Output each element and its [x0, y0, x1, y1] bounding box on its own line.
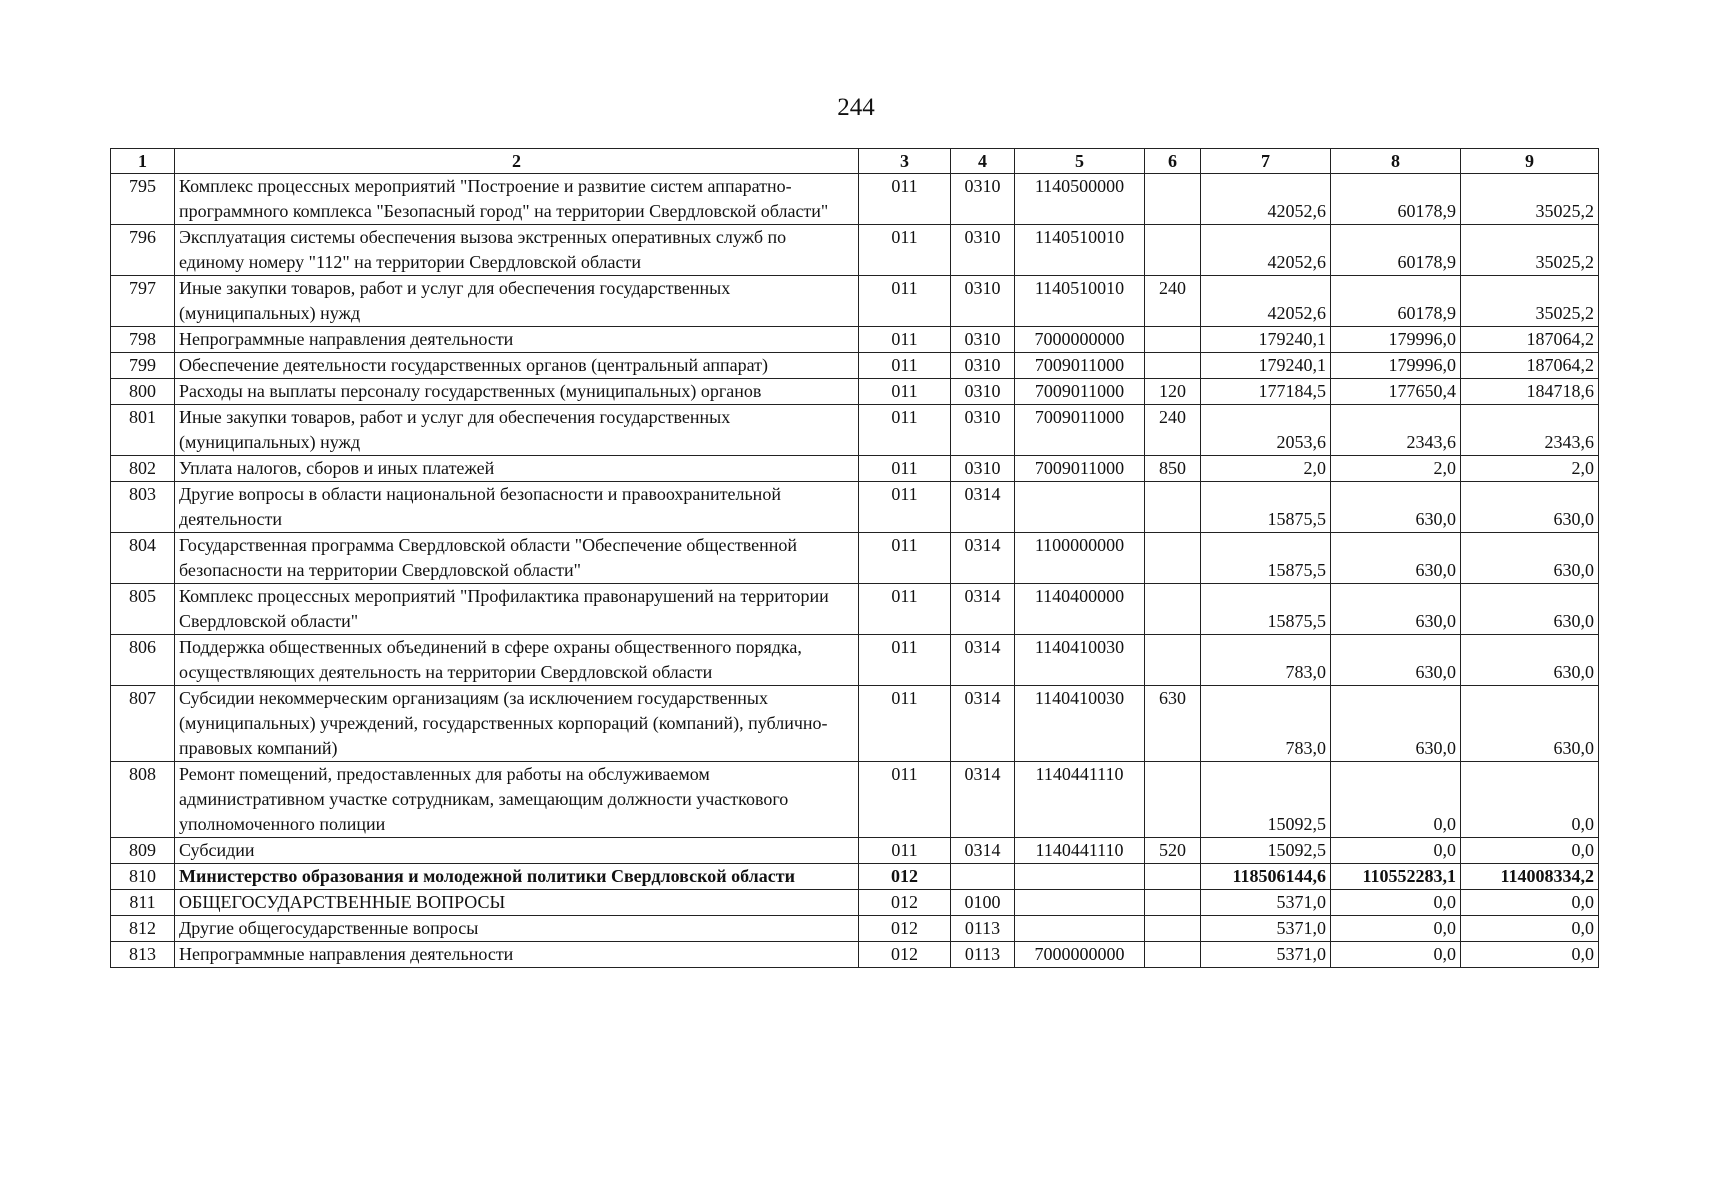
column-header: 9	[1461, 149, 1599, 174]
row-name-cell: Другие общегосударственные вопросы	[175, 916, 859, 942]
amount-8-cell: 0,0	[1331, 838, 1461, 864]
code-5-cell	[1015, 864, 1145, 890]
code-3-cell: 012	[859, 916, 951, 942]
row-name-cell: Обеспечение деятельности государственных органов (центральный аппарат)	[175, 353, 859, 379]
amount-8-cell: 110552283,1	[1331, 864, 1461, 890]
amount-9-cell: 630,0	[1461, 686, 1599, 762]
table-row	[111, 686, 1599, 762]
table-row	[111, 276, 1599, 327]
column-header: 8	[1331, 149, 1461, 174]
code-5-cell: 7009011000	[1015, 456, 1145, 482]
code-4-cell: 0310	[951, 353, 1015, 379]
amount-7-cell: 42052,6	[1201, 225, 1331, 276]
code-6-cell: 240	[1145, 276, 1201, 327]
row-number-cell: 806	[111, 635, 175, 686]
table-row	[111, 174, 1599, 225]
row-name-cell: Комплекс процессных мероприятий "Профилактика правонарушений на территории Свердловской области"	[175, 584, 859, 635]
code-4-cell: 0113	[951, 942, 1015, 968]
amount-9-cell: 114008334,2	[1461, 864, 1599, 890]
amount-7-cell: 179240,1	[1201, 353, 1331, 379]
row-number-cell: 813	[111, 942, 175, 968]
code-3-cell: 011	[859, 762, 951, 838]
amount-9-cell: 0,0	[1461, 838, 1599, 864]
code-5-cell: 1140441110	[1015, 838, 1145, 864]
code-5-cell: 1140410030	[1015, 635, 1145, 686]
code-5-cell	[1015, 916, 1145, 942]
code-3-cell: 012	[859, 864, 951, 890]
code-4-cell: 0314	[951, 686, 1015, 762]
code-3-cell: 011	[859, 225, 951, 276]
code-5-cell: 7009011000	[1015, 379, 1145, 405]
code-5-cell: 1140441110	[1015, 762, 1145, 838]
row-name-cell: Министерство образования и молодежной политики Свердловской области	[175, 864, 859, 890]
column-header: 5	[1015, 149, 1145, 174]
code-3-cell: 011	[859, 838, 951, 864]
amount-7-cell: 118506144,6	[1201, 864, 1331, 890]
code-3-cell: 011	[859, 353, 951, 379]
amount-7-cell: 15875,5	[1201, 482, 1331, 533]
amount-7-cell: 2,0	[1201, 456, 1331, 482]
amount-7-cell: 5371,0	[1201, 942, 1331, 968]
table-row	[111, 916, 1599, 942]
amount-9-cell: 35025,2	[1461, 225, 1599, 276]
amount-9-cell: 630,0	[1461, 482, 1599, 533]
code-4-cell: 0314	[951, 533, 1015, 584]
code-5-cell: 7009011000	[1015, 405, 1145, 456]
amount-8-cell: 179996,0	[1331, 353, 1461, 379]
code-6-cell	[1145, 482, 1201, 533]
table-row	[111, 225, 1599, 276]
code-6-cell: 630	[1145, 686, 1201, 762]
table-row	[111, 482, 1599, 533]
table-row	[111, 890, 1599, 916]
amount-9-cell: 630,0	[1461, 533, 1599, 584]
code-6-cell	[1145, 584, 1201, 635]
row-name-cell: Субсидии	[175, 838, 859, 864]
amount-7-cell: 15875,5	[1201, 533, 1331, 584]
row-number-cell: 810	[111, 864, 175, 890]
amount-9-cell: 0,0	[1461, 762, 1599, 838]
code-4-cell: 0100	[951, 890, 1015, 916]
amount-8-cell: 0,0	[1331, 890, 1461, 916]
code-6-cell	[1145, 225, 1201, 276]
table-row	[111, 405, 1599, 456]
code-5-cell	[1015, 890, 1145, 916]
amount-7-cell: 15092,5	[1201, 838, 1331, 864]
row-name-cell: Непрограммные направления деятельности	[175, 327, 859, 353]
amount-9-cell: 187064,2	[1461, 327, 1599, 353]
code-4-cell: 0310	[951, 276, 1015, 327]
code-5-cell: 7000000000	[1015, 942, 1145, 968]
amount-9-cell: 630,0	[1461, 635, 1599, 686]
code-4-cell: 0314	[951, 482, 1015, 533]
amount-8-cell: 0,0	[1331, 942, 1461, 968]
code-4-cell: 0310	[951, 456, 1015, 482]
table-row	[111, 379, 1599, 405]
row-name-cell: Государственная программа Свердловской области "Обеспечение общественной безопасности на территории Свердловской области"	[175, 533, 859, 584]
code-4-cell: 0314	[951, 762, 1015, 838]
amount-7-cell: 42052,6	[1201, 174, 1331, 225]
row-name-cell: Непрограммные направления деятельности	[175, 942, 859, 968]
table-row	[111, 533, 1599, 584]
code-4-cell: 0310	[951, 379, 1015, 405]
code-4-cell: 0314	[951, 584, 1015, 635]
code-6-cell	[1145, 762, 1201, 838]
row-name-cell: Уплата налогов, сборов и иных платежей	[175, 456, 859, 482]
code-4-cell: 0310	[951, 327, 1015, 353]
page-number: 244	[837, 94, 875, 121]
amount-9-cell: 187064,2	[1461, 353, 1599, 379]
amount-9-cell: 0,0	[1461, 942, 1599, 968]
row-number-cell: 796	[111, 225, 175, 276]
row-number-cell: 811	[111, 890, 175, 916]
row-number-cell: 797	[111, 276, 175, 327]
code-6-cell	[1145, 327, 1201, 353]
table-row	[111, 838, 1599, 864]
code-6-cell	[1145, 353, 1201, 379]
amount-8-cell: 177650,4	[1331, 379, 1461, 405]
row-name-cell: Поддержка общественных объединений в сфере охраны общественного порядка, осуществляющих деятельность на территории Свердловской области	[175, 635, 859, 686]
code-6-cell: 520	[1145, 838, 1201, 864]
code-3-cell: 012	[859, 890, 951, 916]
code-3-cell: 011	[859, 327, 951, 353]
table-row	[111, 327, 1599, 353]
table-row	[111, 942, 1599, 968]
amount-9-cell: 0,0	[1461, 916, 1599, 942]
amount-7-cell: 42052,6	[1201, 276, 1331, 327]
row-number-cell: 809	[111, 838, 175, 864]
table-row	[111, 635, 1599, 686]
column-header: 6	[1145, 149, 1201, 174]
amount-8-cell: 60178,9	[1331, 174, 1461, 225]
row-name-cell: Субсидии некоммерческим организациям (за исключением государственных (муниципальных) учреждений, государственных корпораций (компаний), публично-правовых компаний)	[175, 686, 859, 762]
code-6-cell	[1145, 533, 1201, 584]
amount-8-cell: 0,0	[1331, 762, 1461, 838]
code-5-cell	[1015, 482, 1145, 533]
code-6-cell: 850	[1145, 456, 1201, 482]
code-6-cell: 240	[1145, 405, 1201, 456]
amount-8-cell: 630,0	[1331, 584, 1461, 635]
code-4-cell	[951, 864, 1015, 890]
row-name-cell: Расходы на выплаты персоналу государственных (муниципальных) органов	[175, 379, 859, 405]
row-number-cell: 795	[111, 174, 175, 225]
row-number-cell: 805	[111, 584, 175, 635]
code-4-cell: 0113	[951, 916, 1015, 942]
amount-9-cell: 2,0	[1461, 456, 1599, 482]
table-row	[111, 864, 1599, 890]
code-6-cell	[1145, 916, 1201, 942]
amount-7-cell: 5371,0	[1201, 890, 1331, 916]
code-6-cell	[1145, 890, 1201, 916]
code-3-cell: 011	[859, 379, 951, 405]
row-name-cell: Ремонт помещений, предоставленных для работы на обслуживаемом административном участке сотрудникам, замещающим должности участкового уполномоченного полиции	[175, 762, 859, 838]
amount-7-cell: 2053,6	[1201, 405, 1331, 456]
code-3-cell: 011	[859, 533, 951, 584]
column-header: 2	[175, 149, 859, 174]
code-5-cell: 1140510010	[1015, 225, 1145, 276]
code-5-cell: 1140500000	[1015, 174, 1145, 225]
column-header: 3	[859, 149, 951, 174]
code-3-cell: 011	[859, 405, 951, 456]
code-5-cell: 7000000000	[1015, 327, 1145, 353]
row-number-cell: 798	[111, 327, 175, 353]
row-number-cell: 802	[111, 456, 175, 482]
code-3-cell: 011	[859, 276, 951, 327]
amount-9-cell: 184718,6	[1461, 379, 1599, 405]
amount-7-cell: 15092,5	[1201, 762, 1331, 838]
row-name-cell: Комплекс процессных мероприятий "Построение и развитие систем аппаратно-программного комплекса "Безопасный город" на территории Свердловской области"	[175, 174, 859, 225]
amount-9-cell: 35025,2	[1461, 174, 1599, 225]
code-6-cell	[1145, 942, 1201, 968]
amount-8-cell: 60178,9	[1331, 276, 1461, 327]
amount-8-cell: 2343,6	[1331, 405, 1461, 456]
code-6-cell: 120	[1145, 379, 1201, 405]
table-body	[111, 174, 1599, 968]
row-number-cell: 804	[111, 533, 175, 584]
amount-8-cell: 0,0	[1331, 916, 1461, 942]
amount-9-cell: 35025,2	[1461, 276, 1599, 327]
amount-7-cell: 783,0	[1201, 635, 1331, 686]
row-number-cell: 808	[111, 762, 175, 838]
header-row	[111, 149, 1599, 174]
code-4-cell: 0310	[951, 225, 1015, 276]
row-number-cell: 807	[111, 686, 175, 762]
code-5-cell: 1140510010	[1015, 276, 1145, 327]
row-number-cell: 812	[111, 916, 175, 942]
code-3-cell: 011	[859, 456, 951, 482]
code-3-cell: 011	[859, 584, 951, 635]
code-3-cell: 012	[859, 942, 951, 968]
row-number-cell: 803	[111, 482, 175, 533]
code-4-cell: 0314	[951, 838, 1015, 864]
table-row	[111, 353, 1599, 379]
amount-8-cell: 179996,0	[1331, 327, 1461, 353]
amount-7-cell: 783,0	[1201, 686, 1331, 762]
row-name-cell: Другие вопросы в области национальной безопасности и правоохранительной деятельности	[175, 482, 859, 533]
code-4-cell: 0314	[951, 635, 1015, 686]
code-6-cell	[1145, 864, 1201, 890]
code-4-cell: 0310	[951, 174, 1015, 225]
row-number-cell: 801	[111, 405, 175, 456]
amount-8-cell: 630,0	[1331, 635, 1461, 686]
amount-8-cell: 2,0	[1331, 456, 1461, 482]
table-row	[111, 584, 1599, 635]
column-header: 1	[111, 149, 175, 174]
row-number-cell: 799	[111, 353, 175, 379]
amount-7-cell: 179240,1	[1201, 327, 1331, 353]
row-name-cell: Иные закупки товаров, работ и услуг для обеспечения государственных (муниципальных) нужд	[175, 405, 859, 456]
code-6-cell	[1145, 174, 1201, 225]
amount-9-cell: 630,0	[1461, 584, 1599, 635]
amount-8-cell: 60178,9	[1331, 225, 1461, 276]
code-3-cell: 011	[859, 482, 951, 533]
row-number-cell: 800	[111, 379, 175, 405]
amount-7-cell: 5371,0	[1201, 916, 1331, 942]
amount-8-cell: 630,0	[1331, 686, 1461, 762]
row-name-cell: Иные закупки товаров, работ и услуг для обеспечения государственных (муниципальных) нужд	[175, 276, 859, 327]
code-3-cell: 011	[859, 686, 951, 762]
column-header: 4	[951, 149, 1015, 174]
code-3-cell: 011	[859, 174, 951, 225]
code-4-cell: 0310	[951, 405, 1015, 456]
code-5-cell: 1140400000	[1015, 584, 1145, 635]
amount-7-cell: 177184,5	[1201, 379, 1331, 405]
code-5-cell: 1140410030	[1015, 686, 1145, 762]
budget-table	[110, 148, 1599, 968]
amount-9-cell: 2343,6	[1461, 405, 1599, 456]
amount-8-cell: 630,0	[1331, 482, 1461, 533]
code-6-cell	[1145, 635, 1201, 686]
amount-9-cell: 0,0	[1461, 890, 1599, 916]
code-5-cell: 1100000000	[1015, 533, 1145, 584]
row-name-cell: ОБЩЕГОСУДАРСТВЕННЫЕ ВОПРОСЫ	[175, 890, 859, 916]
table-row	[111, 456, 1599, 482]
code-5-cell: 7009011000	[1015, 353, 1145, 379]
code-3-cell: 011	[859, 635, 951, 686]
amount-7-cell: 15875,5	[1201, 584, 1331, 635]
column-header: 7	[1201, 149, 1331, 174]
amount-8-cell: 630,0	[1331, 533, 1461, 584]
row-name-cell: Эксплуатация системы обеспечения вызова экстренных оперативных служб по единому номеру "112" на территории Свердловской области	[175, 225, 859, 276]
table-row	[111, 762, 1599, 838]
